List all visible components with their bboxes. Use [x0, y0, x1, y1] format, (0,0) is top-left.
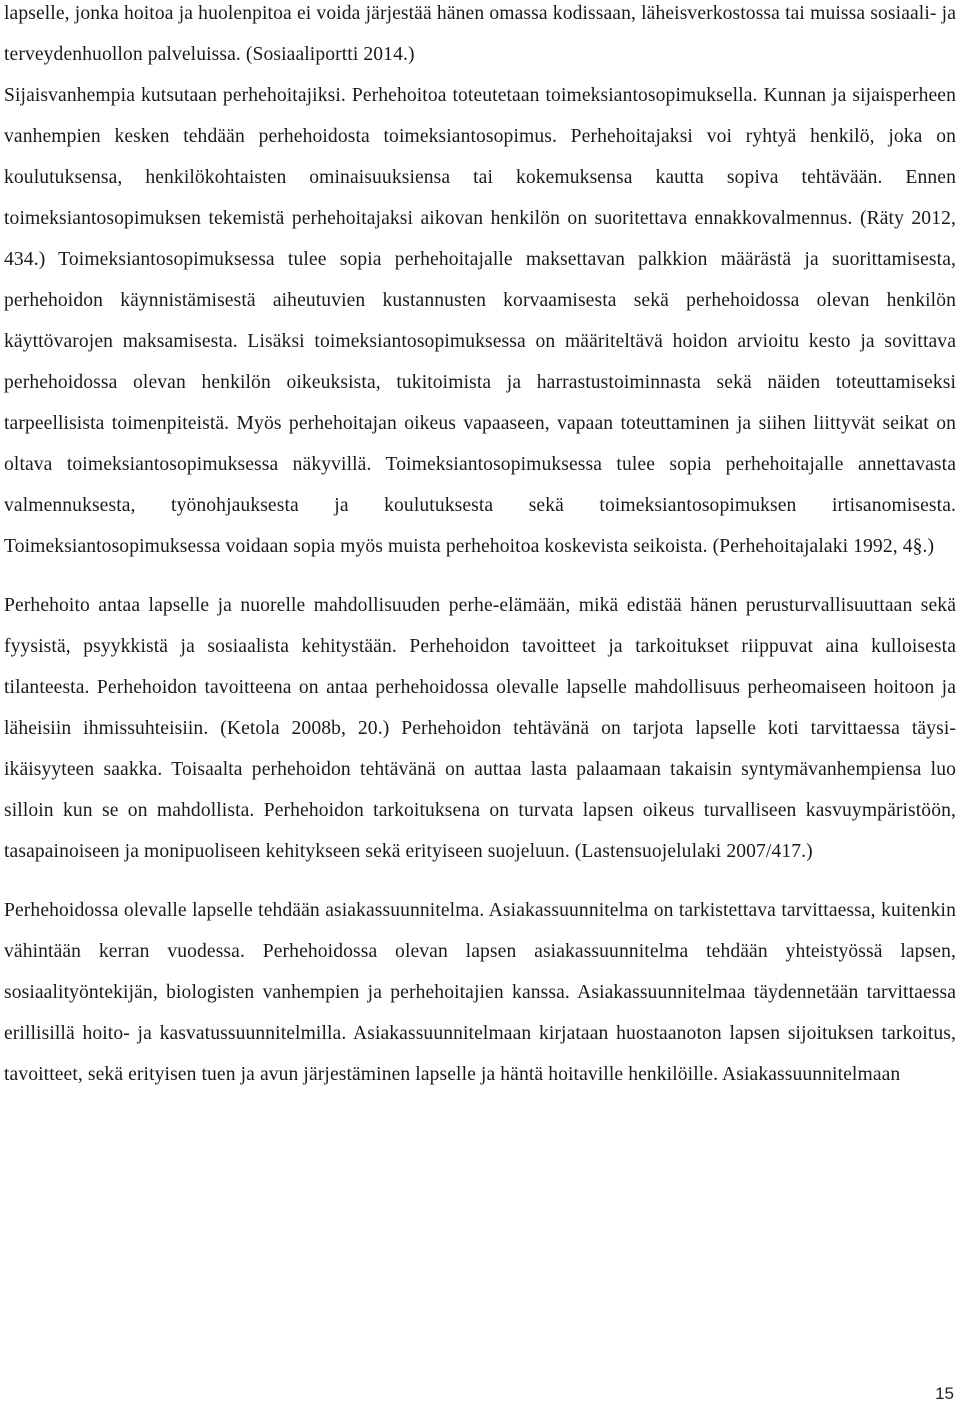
paragraph-4: Perhehoidossa olevalle lapselle tehdään asiakassuunnitelma. Asiakassuunnitelma on tarkistettava tarvittaessa, kuitenkin vähintään kerran vuodessa. Perhehoidossa olevan lapsen asiakassuunnitelma tehdään yhteistyössä lapsen, sosiaalityöntekijän, biologisten vanhempien ja perhehoitajien kanssa. Asiakassuunnitelmaa täydennetään tarvittaessa erillisillä hoito- ja kasvatussuunnitelmilla. Asiakassuunnitelmaan kirjataan huostaanoton lapsen sijoituksen tarkoitus, tavoitteet, sekä erityisen tuen ja avun järjestäminen lapselle ja häntä hoitaville henkilöille. Asiakassuunnitelmaan	[4, 900, 956, 1085]
paragraph-1: lapselle, jonka hoitoa ja huolenpitoa ei voida järjestää hänen omassa kodissaan, läheisverkostossa tai muissa sosiaali- ja terveydenhuollon palveluissa. (Sosiaaliportti 2014.)	[4, 3, 956, 65]
page-number: 15	[935, 1384, 954, 1403]
document-page	[4, 0, 956, 1095]
paragraph-3: Perhehoito antaa lapselle ja nuorelle mahdollisuuden perhe-elämään, mikä edistää hänen perusturvallisuuttaan sekä fyysistä, psyykkistä ja sosiaalista kehitystään. Perhehoidon tavoitteet ja tarkoitukset riippuvat aina kulloisesta tilanteesta. Perhehoidon tavoitteena on antaa perhehoidossa olevalle lapselle mahdollisuus perheomaiseen hoitoon ja läheisiin ihmissuhteisiin. (Ketola 2008b, 20.) Perhehoidon tehtävänä on tarjota lapselle koti tarvittaessa täysi-ikäisyyteen saakka. Toisaalta perhehoidon tehtävänä on auttaa lasta palaamaan takaisin syntymävanhempiensa luo silloin kun se on mahdollista. Perhehoidon tarkoituksena on turvata lapsen oikeus turvalliseen kasvuympäristöön, tasapainoiseen ja monipuoliseen kehitykseen sekä erityiseen suojeluun. (Lastensuojelulaki 2007/417.)	[4, 595, 956, 862]
paragraph-2: Sijaisvanhempia kutsutaan perhehoitajiksi. Perhehoitoa toteutetaan toimeksiantosopimuksella. Kunnan ja sijaisperheen vanhempien kesken tehdään perhehoidosta toimeksiantosopimus. Perhehoitajaksi voi ryhtyä henkilö, joka on koulutuksensa, henkilökohtaisten ominaisuuksiensa tai kokemuksensa kautta sopiva tehtävään. Ennen toimeksiantosopimuksen tekemistä perhehoitajaksi aikovan henkilön on suoritettava ennakkovalmennus. (Räty 2012, 434.) Toimeksiantosopimuksessa tulee sopia perhehoitajalle maksettavan palkkion määrästä ja suorittamisesta, perhehoidon käynnistämisestä aiheutuvien kustannusten korvaamisesta sekä perhehoidossa olevan henkilön käyttövarojen maksamisesta. Lisäksi toimeksiantosopimuksessa on määriteltävä hoidon arvioitu kesto ja sovittava perhehoidossa olevan henkilön oikeuksista, tukitoimista ja harrastustoiminnasta sekä näiden toteuttamiseksi tarpeellisista toimenpiteistä. Myös perhehoitajan oikeus vapaaseen, vapaan toteuttaminen ja siihen liittyvät seikat on oltava toimeksiantosopimuksessa näkyvillä. Toimeksiantosopimuksessa tulee sopia perhehoitajalle annettavasta valmennuksesta, työnohjauksesta ja koulutuksesta sekä toimeksiantosopimuksen irtisanomisesta. Toimeksiantosopimuksessa voidaan sopia myös muista perhehoitoa koskevista seikoista. (Perhehoitajalaki 1992, 4§.)	[4, 85, 956, 557]
